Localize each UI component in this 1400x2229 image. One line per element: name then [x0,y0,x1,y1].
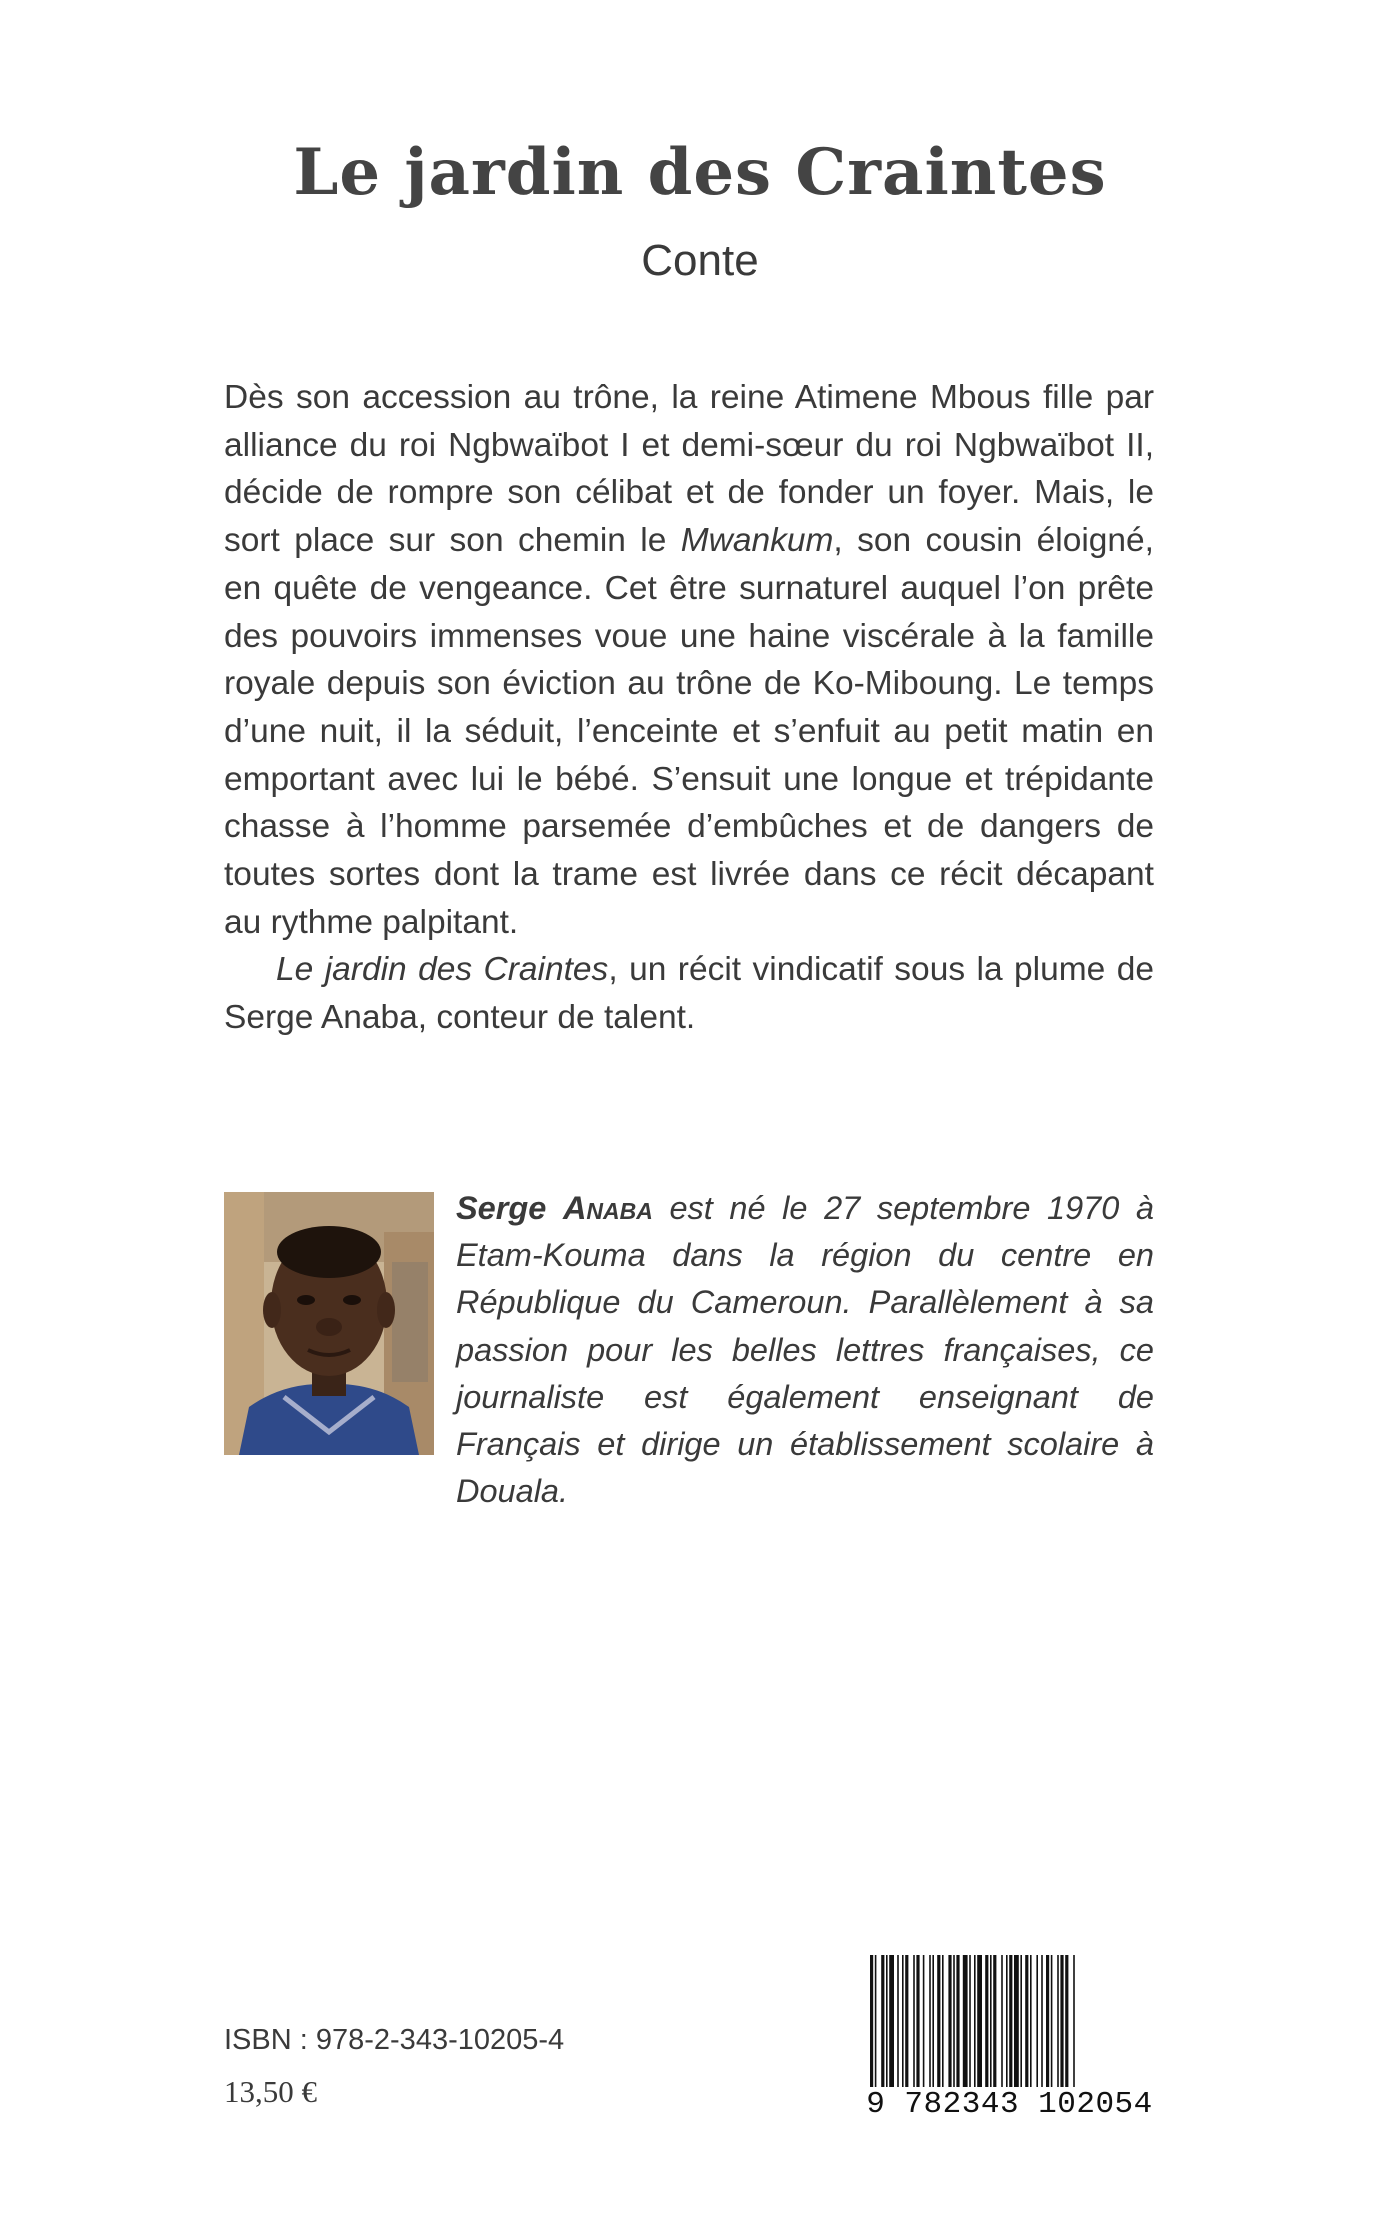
summary-term-italic: Mwankum [680,522,834,560]
barcode-bar [902,1955,904,2087]
barcode-bar [929,1955,931,2087]
barcode-bar [870,1955,873,2087]
summary-paragraph [224,946,1154,1041]
price-label: 13,50 € [224,2074,317,2109]
book-title: Le jardin des Craintes [293,135,1107,210]
barcode-bar [889,1955,894,2087]
author-bio-text: est né le 27 septembre 1970 à Etam-Kouma dans la région du centre en République du Cameroun. Parallèlement à sa passion pour les belles lettres françaises, ce journaliste est également enseignant de Français et dirige un établissement scolaire à Douala. [456,1190,1154,1510]
barcode-bar [1073,1955,1075,2087]
barcode-bar [1041,1955,1043,2087]
barcode-bar [1065,1955,1068,2087]
barcode-bar [897,1955,899,2087]
barcode-bar [974,1955,976,2087]
barcode-bar [977,1955,982,2087]
author-last-name: Anaba [562,1190,653,1226]
barcode-bar [1057,1955,1059,2087]
barcode-bar [875,1955,877,2087]
barcode-bar [969,1955,971,2087]
summary-title-italic: Le jardin des Craintes [276,951,609,989]
barcode-bar [1036,1955,1038,2087]
barcode-bar [913,1955,915,2087]
book-summary [224,374,1154,1042]
barcode-bar [1006,1955,1008,2087]
barcode-bar [881,1955,884,2087]
barcode-bar [1030,1955,1032,2087]
barcode-bar [948,1955,951,2087]
barcode-bar [937,1955,940,2087]
barcode-bar [953,1955,955,2087]
genre-label: Conte [641,236,759,285]
author-first-name: Serge [456,1190,547,1226]
summary-paragraph [224,374,1154,946]
barcode-bar [886,1955,888,2087]
barcode-bar [905,1955,908,2087]
barcode-bar [1060,1955,1063,2087]
barcode-bar [985,1955,988,2087]
barcode-bar [1001,1955,1003,2087]
barcode-bar [1020,1955,1022,2087]
barcode [862,1953,1157,2123]
barcode-bar [1046,1955,1049,2087]
barcode-bar [993,1955,996,2087]
barcode-bar [956,1955,959,2087]
barcode-bar [942,1955,944,2087]
author-photo [224,1192,434,1455]
barcode-bar [923,1955,925,2087]
barcode-bar [963,1955,968,2087]
summary-text: , un récit vindicatif sous la plume de Serge Anaba, conteur de talent. [224,951,1155,1037]
barcode-bar [1051,1955,1053,2087]
barcode-bar [1014,1955,1019,2087]
isbn-label: ISBN : 978-2-343-10205-4 [224,2024,565,2056]
barcode-digits: 9 782343 102054 [862,2087,1157,2122]
barcode-bar [1009,1955,1012,2087]
summary-text: Dès son accession au trône, la reine Atimene Mbous fille par alliance du roi Ngbwaïbot I et demi-sœur du roi Ngbwaïbot II, décide de rompre son célibat et de fonder un foyer. Mais, le sort place sur son chemin le [224,379,1154,560]
summary-text: , son cousin éloigné, en quête de vengeance. Cet être surnaturel auquel l’on prête des pouvoirs immenses voue une haine viscérale à la famille royale depuis son éviction au trône de Ko-Miboung. Le temps d’une nuit, il la séduit, l’enceinte et s’enfuit au petit matin en emportant avec lui le bébé. S’ensuit une longue et trépidante chasse à l’homme parsemée d’embûches et de dangers de toutes sortes dont la trame est livrée dans ce récit décapant au rythme palpitant. [224,522,1154,941]
barcode-bar [1025,1955,1028,2087]
author-bio [456,1185,1154,1515]
author-portrait-image [224,1192,434,1455]
barcode-bar [932,1955,934,2087]
barcode-bar [916,1955,919,2087]
barcode-bar [990,1955,992,2087]
